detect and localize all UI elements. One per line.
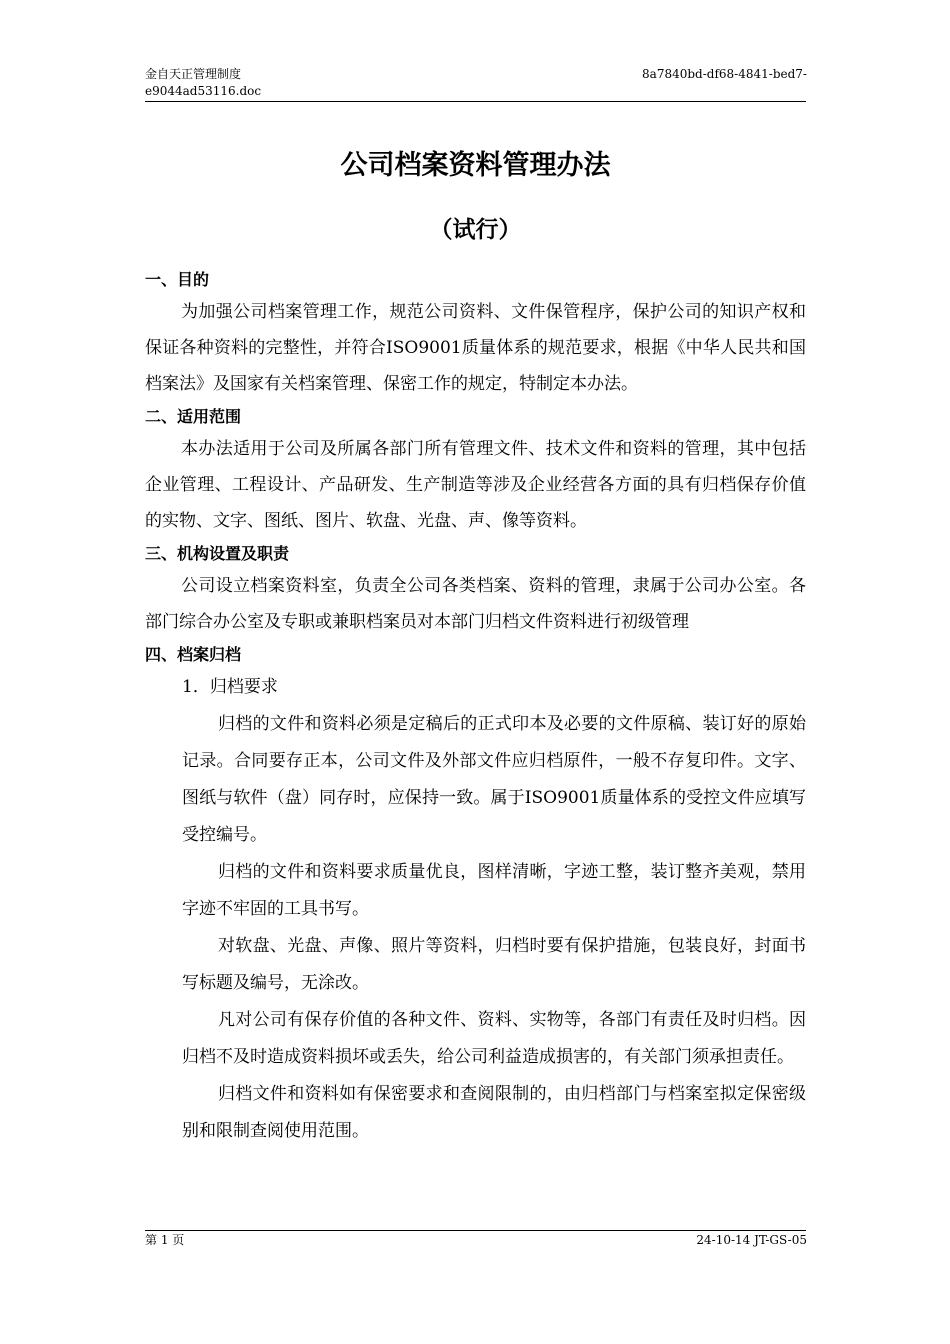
section-paragraph: 公司设立档案资料室，负责全公司各类档案、资料的管理，隶属于公司办公室。各部门综合办公室及专职或兼职档案员对本部门归档文件资料进行初级管理 <box>145 576 806 632</box>
subsection-paragraph: 归档文件和资料如有保密要求和查阅限制的，由归档部门与档案室拟定保密级别和限制查阅使用范围。 <box>182 1084 806 1141</box>
header-filename: e9044ad53116.doc <box>145 84 262 98</box>
subsection-paragraph: 归档的文件和资料必须是定稿后的正式印本及必要的文件原稿、装订好的原始记录。合同要存正本，公司文件及外部文件应归档原件，一般不存复印件。文字、图纸与软件（盘）同存时，应保持一致。属于ISO9001质量体系的受控文件应填写受控编号。 <box>182 714 806 845</box>
header-document-id: 8a7840bd-df68-4841-bed7- <box>642 67 807 81</box>
section-heading-purpose: 一、目的 <box>145 270 210 289</box>
header-company-label: 金自天正管理制度 <box>145 67 242 81</box>
section-paragraph: 本办法适用于公司及所属各部门所有管理文件、技术文件和资料的管理，其中包括企业管理、工程设计、产品研发、生产制造等涉及企业经营各方面的具有归档保存价值的实物、文字、图纸、图片、软盘、光盘、声、像等资料。 <box>145 439 806 531</box>
footer-date-code: 24-10-14 JT-GS-05 <box>696 1233 807 1247</box>
section-paragraph: 为加强公司档案管理工作，规范公司资料、文件保管程序，保护公司的知识产权和保证各种资料的完整性，并符合ISO9001质量体系的规范要求，根据《中华人民共和国档案法》及国家有关档案管理、保密工作的规定，特制定本办法。 <box>145 302 806 394</box>
section-heading-organization: 三、机构设置及职责 <box>145 544 290 563</box>
document-title: 公司档案资料管理办法 <box>340 150 611 181</box>
header-divider <box>145 101 806 102</box>
document-body <box>145 265 806 1150</box>
document-subtitle: （试行） <box>429 217 522 243</box>
subsection-label: 1．归档要求 <box>182 677 278 697</box>
subsection-paragraph: 归档的文件和资料要求质量优良，图样清晰，字迹工整，装订整齐美观，禁用字迹不牢固的工具书写。 <box>182 862 806 919</box>
subsection-paragraph: 凡对公司有保存价值的各种文件、资料、实物等，各部门有责任及时归档。因归档不及时造成资料损坏或丢失，给公司利益造成损害的，有关部门须承担责任。 <box>182 1010 806 1067</box>
section-heading-scope: 二、适用范围 <box>145 407 242 426</box>
subsection-paragraph: 对软盘、光盘、声像、照片等资料，归档时要有保护措施，包装良好，封面书写标题及编号，无涂改。 <box>182 936 806 993</box>
footer-divider <box>145 1230 806 1231</box>
footer-page-number: 第 1 页 <box>145 1233 185 1247</box>
section-heading-archiving: 四、档案归档 <box>145 645 242 664</box>
page-header-left <box>145 66 261 100</box>
